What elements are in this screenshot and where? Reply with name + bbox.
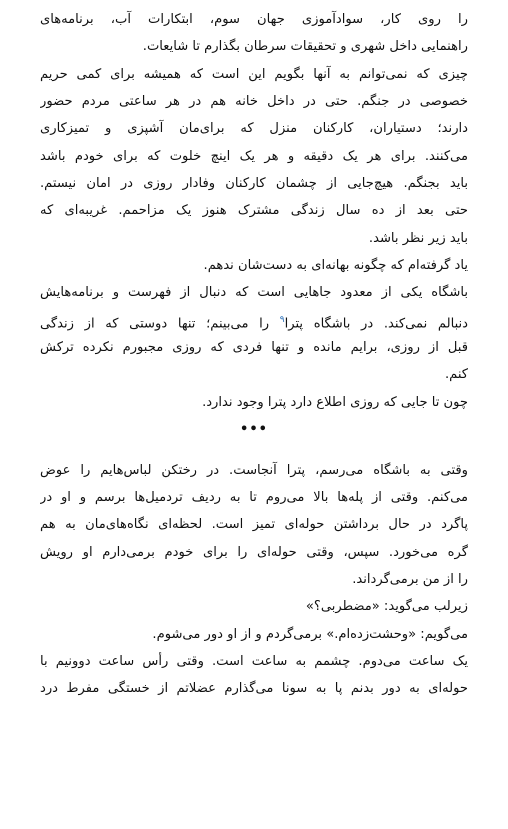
paragraphs-section-3 (40, 457, 468, 703)
text-line: یاد گرفته‌ام که چگونه بهانه‌ای به دست‌شان ندهم. (203, 258, 468, 274)
text-line: را روی کار، سوادآموزی جهان سوم، ابتکارات آب، برنامه‌های (40, 12, 468, 27)
text-line: را از من برمی‌گرداند. (352, 571, 468, 587)
text-line: پاگرد در حال برداشتن حوله‌ای تمیز است. لحظه‌ای نگاه‌های‌مان به هم (40, 517, 468, 533)
text-line: قبل از روزی، برایم مانده و تنها فردی که روزی مجبورم نکرده ترکش (40, 340, 468, 356)
text-line: خصوصی در جنگم. حتی در داخل خانه هم در هر ساعتی مردم حضور (40, 94, 468, 110)
text-line: باشگاه یکی از معدود جاهایی است که دنبال از فهرست و برنامه‌هایش (40, 285, 468, 301)
text-line: می‌کنم. وقتی از پله‌ها بالا می‌روم تا به ردیف تردمیل‌ها برسم و او در (40, 489, 468, 505)
text-line: می‌گویم: «وحشت‌زده‌ام.» برمی‌گردم و از او دور می‌شوم. (152, 626, 468, 642)
text-line: دارند؛ دستیاران، کارکنان منزل که برای‌مان آشپزی و تمیزکاری (40, 121, 468, 137)
text-line-with-footnote (40, 307, 468, 334)
text-line: می‌کنند. برای هر یک دقیقه و هر یک اینچ خلوت که برای خودم باشد (40, 148, 468, 164)
text-line: کنم. (444, 367, 468, 383)
text-line: زیرلب می‌گوید: «مضطربی؟» (305, 599, 468, 615)
text-line-segment: دنبالم نمی‌کند. در باشگاه پترا (284, 316, 468, 332)
text-line: چیزی که نمی‌توانم به آنها بگویم این است که همیشه برای کمی حریم (40, 66, 468, 82)
text-line: چون تا جایی که روزی اطلاع دارد پترا وجود ندارد. (202, 394, 468, 410)
text-line: راهنمایی داخل شهری و تحقیقات سرطان بگذارم تا شایعات. (142, 39, 468, 55)
text-line: گره می‌خورد. سپس، وقتی حوله‌ای را برای خودم برمی‌دارم او رویش (40, 544, 468, 560)
text-line: باید بجنگم. هیچ‌جایی از چشمان کارکنان وفادار روزی در امان نیستم. (40, 176, 468, 192)
section-separator: ••• (240, 422, 268, 438)
text-line: حتی بعد از ده سال زندگی مشترک هنوز یک مزاحمم. غریبه‌ای که (40, 203, 468, 219)
text-line: حوله‌ای به دور بدنم پا به سونا می‌گذارم عضلاتم از خستگی مفرط درد (40, 681, 468, 697)
text-line-segment: را می‌بینم؛ تنها دوستی که از زندگی (40, 316, 280, 332)
footnote-marker[interactable]: ۹ (279, 314, 285, 325)
paragraphs-section-2 (40, 334, 468, 416)
text-line: وقتی به باشگاه می‌رسم، پترا آنجاست. در رختکن لباس‌هایم را عوض (40, 462, 468, 478)
paragraphs-section-1 (40, 6, 468, 307)
text-line: یک ساعت می‌دوم. چشمم به ساعت است. وقتی رأس ساعت دوونیم با (40, 653, 468, 669)
text-line: باید زیر نظر باشد. (368, 230, 468, 246)
section-gap (40, 444, 468, 457)
